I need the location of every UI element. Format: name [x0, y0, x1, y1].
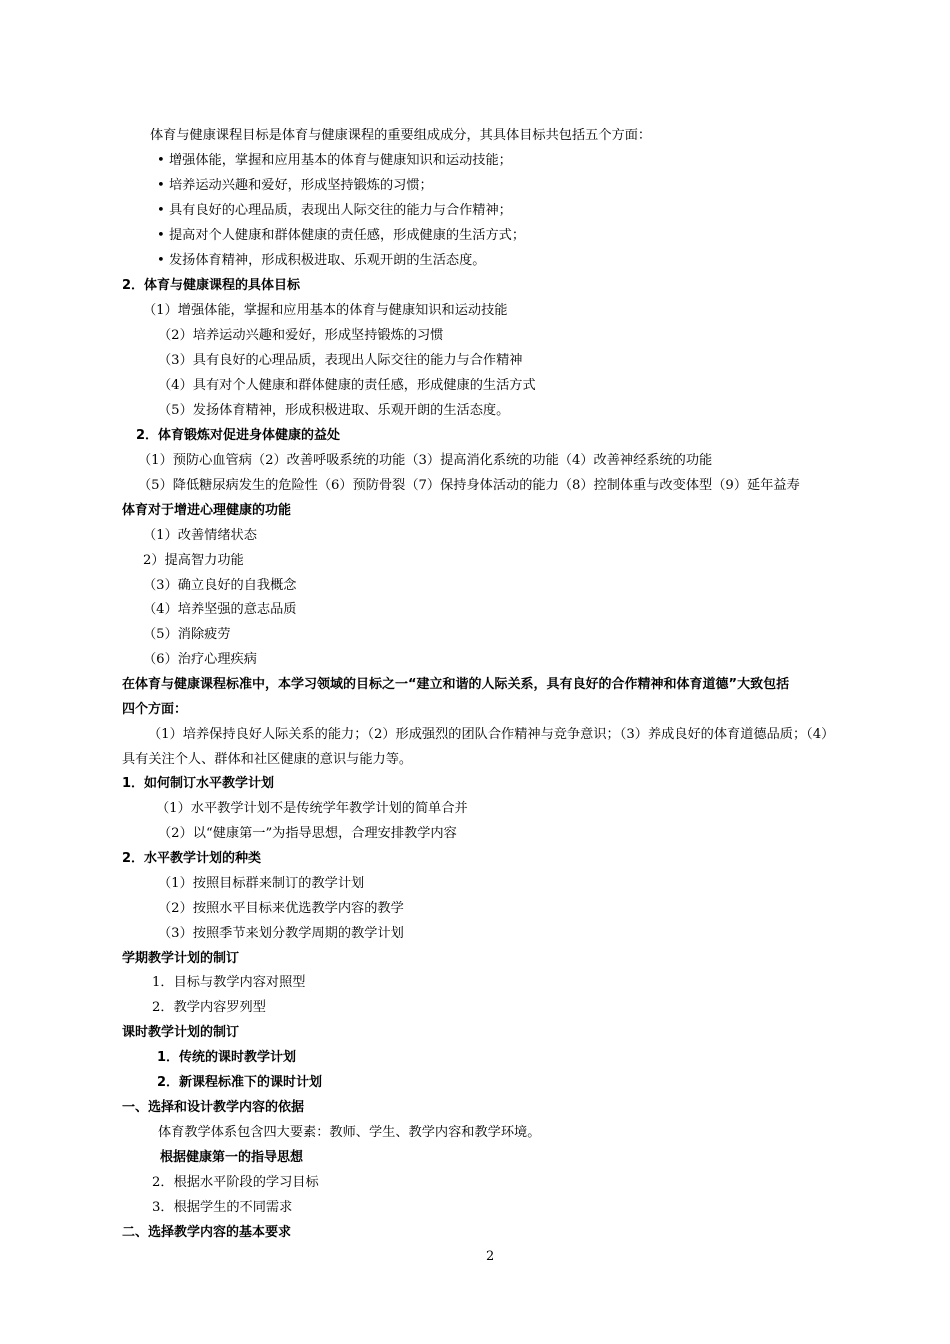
heading-line: 在体育与健康课程标准中，本学习领域的目标之一“建立和谐的人际关系，具有良好的合作精神和体育道德”大致包括 [122, 677, 790, 692]
text-line: （1）预防心血管病（2）改善呼吸系统的功能（3）提高消化系统的功能（4）改善神经系统的功能 [138, 453, 713, 468]
heading-line: 2．体育与健康课程的具体目标 [122, 278, 301, 293]
text-line: （1）培养保持良好人际关系的能力；（2）形成强烈的团队合作精神与竞争意识；（3）养成良好的体育道德品质；（4） [148, 727, 835, 742]
heading-line: 1．如何制订水平教学计划 [122, 776, 275, 791]
text-line: 3．根据学生的不同需求 [152, 1200, 293, 1215]
text-line: （2）以“健康第一”为指导思想，合理安排教学内容 [158, 826, 457, 841]
heading-line: 二、选择教学内容的基本要求 [122, 1225, 292, 1240]
text-line: • 具有良好的心理品质，表现出人际交往的能力与合作精神； [157, 203, 512, 218]
text-line: • 增强体能，掌握和应用基本的体育与健康知识和运动技能； [157, 153, 512, 168]
text-line: 2．教学内容罗列型 [152, 1000, 266, 1015]
heading-line: 体育对于增进心理健康的功能 [122, 503, 292, 518]
text-line: 1．目标与教学内容对照型 [152, 975, 306, 990]
text-line: （4）具有对个人健康和群体健康的责任感，形成健康的生活方式 [158, 378, 536, 393]
heading-line: 学期教学计划的制订 [122, 951, 240, 966]
text-line: （1）改善情绪状态 [143, 528, 257, 543]
text-line: • 提高对个人健康和群体健康的责任感，形成健康的生活方式； [157, 228, 526, 243]
text-line: 体育与健康课程目标是体育与健康课程的重要组成成分，其具体目标共包括五个方面： [150, 128, 652, 143]
text-line: （1）按照目标群来制订的教学计划 [158, 876, 365, 891]
heading-line: 2．水平教学计划的种类 [122, 851, 262, 866]
text-line: （1）增强体能，掌握和应用基本的体育与健康知识和运动技能 [143, 303, 508, 318]
text-line: （4）培养坚强的意志品质 [143, 602, 297, 617]
text-line: （2）按照水平目标来优选教学内容的教学 [158, 901, 404, 916]
heading-line: 课时教学计划的制订 [122, 1025, 240, 1040]
text-line: 2．根据水平阶段的学习目标 [152, 1175, 319, 1190]
text-line: （3）确立良好的自我概念 [143, 578, 297, 593]
text-line: 2）提高智力功能 [143, 553, 244, 568]
text-line: • 发扬体育精神，形成积极进取、乐观开朗的生活态度。 [157, 253, 486, 268]
text-line: • 培养运动兴趣和爱好，形成坚持锻炼的习惯； [157, 178, 433, 193]
heading-line: 四个方面： [122, 702, 188, 717]
text-line: （3）按照季节来划分教学周期的教学计划 [158, 926, 404, 941]
text-line: 具有关注个人、群体和社区健康的意识与能力等。 [122, 752, 413, 767]
text-line: （6）治疗心理疾病 [143, 652, 257, 667]
text-line: （3）具有良好的心理品质，表现出人际交往的能力与合作精神 [158, 353, 523, 368]
page-number: 2 [486, 1249, 495, 1264]
heading-line: 2．新课程标准下的课时计划 [157, 1075, 323, 1090]
heading-line: 1．传统的课时教学计划 [157, 1050, 297, 1065]
heading-line: 一、选择和设计教学内容的依据 [122, 1100, 305, 1115]
text-line: （5）发扬体育精神，形成积极进取、乐观开朗的生活态度。 [158, 403, 510, 418]
heading-line: 2．体育锻炼对促进身体健康的益处 [136, 428, 341, 443]
text-line: （5）消除疲劳 [143, 627, 231, 642]
text-line: （2）培养运动兴趣和爱好，形成坚持锻炼的习惯 [158, 328, 444, 343]
text-line: （5）降低糖尿病发生的危险性（6）预防骨裂（7）保持身体活动的能力（8）控制体重与改变体型（9）延年益寿 [138, 478, 800, 493]
text-line: 体育教学体系包含四大要素：教师、学生、教学内容和教学环境。 [158, 1125, 541, 1140]
heading-line: 根据健康第一的指导思想 [160, 1150, 304, 1165]
text-line: （1）水平教学计划不是传统学年教学计划的简单合并 [156, 801, 468, 816]
